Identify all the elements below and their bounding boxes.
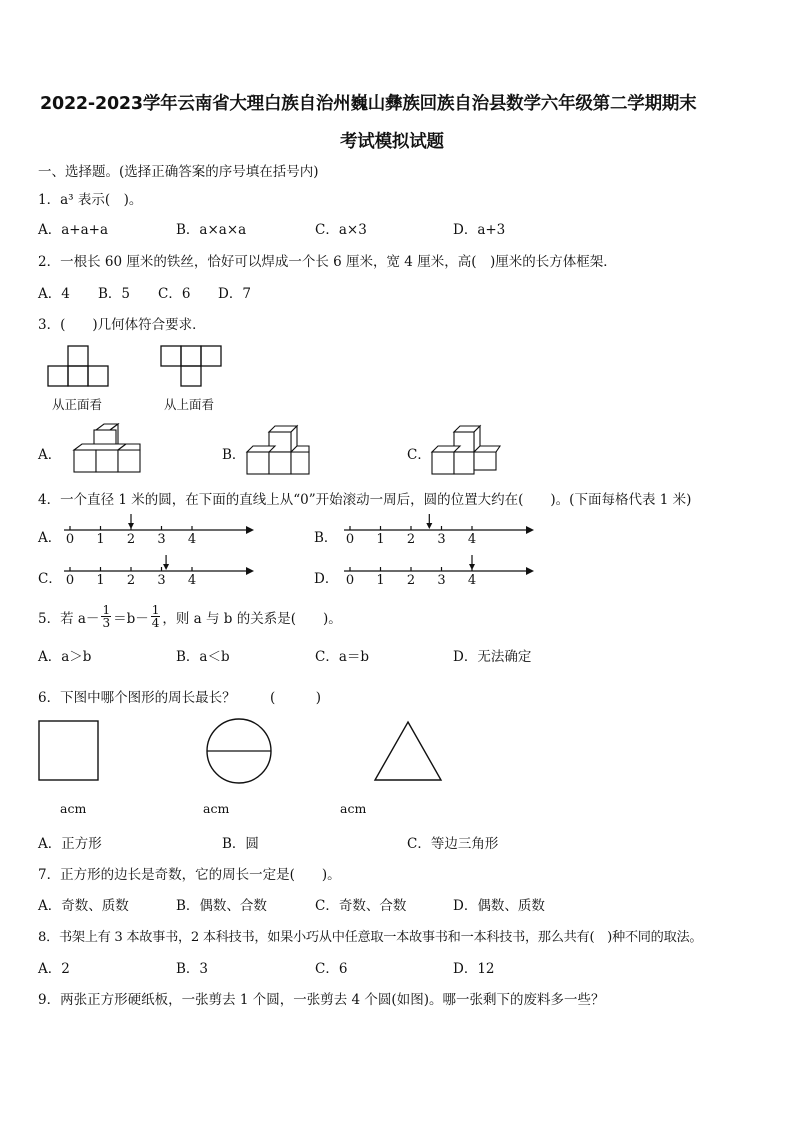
q3-option-b: B． (222, 447, 246, 463)
q6-option-c: C．等边三角形 (407, 836, 499, 852)
q2-stem: 2．一根长 60 厘米的铁丝，恰好可以焊成一个长 6 厘米，宽 4 厘米，高( )厘米的长方体框架． (38, 254, 617, 270)
q8-stem: 8．书架上有 3 本故事书，2 本科技书，如果小巧从中任意取一本故事书和一本科技书，那么共有( )种不同的取法。 (38, 930, 703, 945)
number-line-tick-label: 4 (187, 532, 197, 547)
q4-numberline-c (64, 555, 260, 591)
q3-option-c: C． (407, 447, 431, 463)
q6-stem: 6．下图中哪个图形的周长最长？ (38, 690, 236, 706)
q4-option-b-label: B． (314, 530, 338, 546)
q1-stem: 1．a³ 表示( )。 (38, 192, 143, 208)
q8-option-b: B．3 (176, 961, 209, 977)
q9-stem: 9．两张正方形硬纸板，一张剪去 1 个圆，一张剪去 4 个圆(如图)。哪一张剩下的废料多一些？ (38, 992, 605, 1008)
number-line-tick-label: 0 (65, 573, 75, 588)
q7-option-a: A．奇数、质数 (38, 898, 129, 914)
number-line-tick-label: 2 (126, 532, 136, 547)
number-line-tick-label: 3 (157, 532, 166, 547)
position-arrow-icon (163, 555, 169, 570)
q3-stem: 3．( )几何体符合要求． (38, 317, 206, 333)
page-title-line2: 考试模拟试题 (340, 132, 444, 152)
q5-option-c: C．a＝b (315, 649, 370, 665)
q2-option-d: D．7 (218, 286, 251, 302)
number-line-tick-label: 1 (376, 532, 385, 547)
number-line-arrowhead (246, 526, 254, 534)
q7-option-c: C．奇数、合数 (315, 898, 407, 914)
q4-option-a-label: A． (38, 530, 62, 546)
q6-blank: ( ) (270, 690, 322, 706)
number-line-tick-label: 0 (65, 532, 75, 547)
number-line-tick-label: 2 (406, 532, 416, 547)
top-view-figure (160, 345, 222, 387)
number-line-tick-label: 3 (437, 573, 446, 588)
number-line-tick-label: 0 (345, 573, 355, 588)
q5-fraction-2 (151, 604, 161, 629)
section-heading: 一、选择题。(选择正确答案的序号填在括号内) (38, 164, 319, 180)
q5-frac2-num: 1 (151, 603, 160, 617)
q2-option-c: C．6 (158, 286, 191, 302)
q4-option-c-label: C． (38, 571, 62, 587)
triangle-figure (373, 720, 443, 782)
position-arrow-icon (128, 514, 134, 529)
front-view-figure (47, 345, 109, 387)
q4-numberline-a (64, 514, 260, 550)
q5-suffix: ，则 a 与 b 的关系是( )。 (162, 610, 342, 627)
number-line-tick-label: 1 (96, 573, 105, 588)
q1-option-c: C．a×3 (315, 222, 367, 238)
circle-label: acm (203, 801, 230, 816)
q1-option-b: B．a×a×a (176, 222, 247, 238)
q6-option-b: B．圆 (222, 836, 259, 852)
number-line-tick-label: 4 (467, 573, 477, 588)
q3-option-c-cubes (430, 424, 502, 478)
q1-option-d: D．a+3 (453, 222, 506, 238)
q7-option-d: D．偶数、质数 (453, 898, 545, 914)
q3-option-a: A． (38, 447, 62, 463)
q5-frac1-den: 3 (102, 616, 111, 630)
top-view-label: 从上面看 (164, 397, 215, 412)
q7-option-b: B．偶数、合数 (176, 898, 267, 914)
q8-option-c: C．6 (315, 961, 348, 977)
square-label: acm (60, 801, 87, 816)
number-line-arrowhead (526, 567, 534, 575)
circle-figure (205, 717, 273, 785)
q4-option-d-label: D． (314, 571, 339, 587)
q5-option-b: B．a＜b (176, 649, 230, 665)
number-line-tick-label: 1 (96, 532, 105, 547)
q8-option-d: D．12 (453, 961, 495, 977)
q2-option-a: A．4 (38, 286, 70, 302)
q8-option-a: A．2 (38, 961, 70, 977)
q4-numberline-d (344, 555, 540, 591)
number-line-arrowhead (246, 567, 254, 575)
number-line-arrowhead (526, 526, 534, 534)
position-arrow-icon (469, 555, 475, 570)
square-figure (38, 720, 100, 782)
number-line-tick-label: 2 (126, 573, 136, 588)
q5-frac2-den: 4 (151, 616, 160, 630)
q5-stem (38, 604, 342, 629)
number-line-tick-label: 3 (157, 573, 166, 588)
q5-frac1-num: 1 (102, 603, 111, 617)
triangle-label: acm (340, 801, 367, 816)
position-arrow-icon (426, 514, 432, 529)
q5-option-d: D．无法确定 (453, 649, 532, 665)
number-line-tick-label: 0 (345, 532, 355, 547)
q5-middle: ＝b－ (113, 610, 149, 627)
q1-option-a: A．a+a+a (38, 222, 109, 238)
q2-option-b: B．5 (98, 286, 131, 302)
number-line-tick-label: 4 (467, 532, 477, 547)
q5-option-a: A．a＞b (38, 649, 92, 665)
front-view-label: 从正面看 (52, 397, 103, 412)
q4-stem: 4．一个直径 1 米的圆，在下面的直线上从“0”开始滚动一周后，圆的位置大约在( )。(下面每格代表 1 米) (38, 492, 692, 508)
page-title: 2022-2023学年云南省大理白族自治州巍山彝族回族自治县数学六年级第二学期期末 (40, 94, 697, 114)
number-line-tick-label: 1 (376, 573, 385, 588)
number-line-tick-label: 2 (406, 573, 416, 588)
q5-prefix: 5．若 a－ (38, 610, 100, 627)
number-line-tick-label: 4 (187, 573, 197, 588)
q3-option-a-cubes (72, 428, 144, 478)
q3-option-b-cubes (245, 424, 315, 478)
q5-fraction-1 (101, 604, 111, 629)
q6-option-a: A．正方形 (38, 836, 102, 852)
q7-stem: 7．正方形的边长是奇数，它的周长一定是( )。 (38, 867, 341, 883)
q4-numberline-b (344, 514, 540, 550)
number-line-tick-label: 3 (437, 532, 446, 547)
